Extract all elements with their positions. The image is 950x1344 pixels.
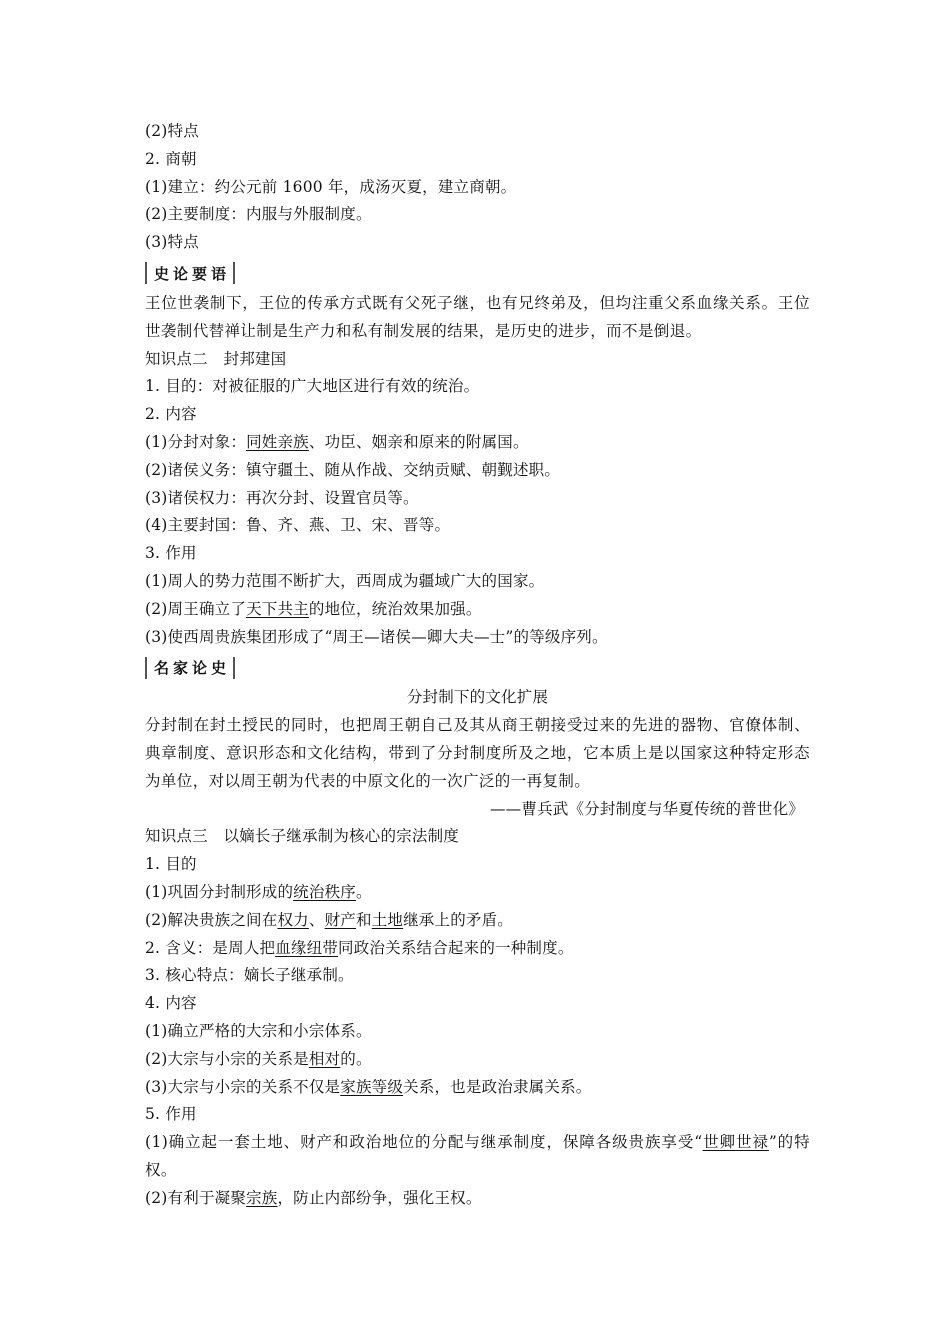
text-line: (3)诸侯权力：再次分封、设置官员等。 (145, 488, 419, 507)
text-line (145, 935, 810, 963)
text-run: 的。 (340, 1049, 372, 1068)
text-line: (3)特点 (145, 233, 199, 252)
badge-bar-right (233, 262, 235, 284)
text-line (145, 429, 810, 457)
badge-mingjia-label: 名家论史 (154, 659, 231, 678)
text-line: 3. 核心特点：嫡长子继承制。 (145, 966, 354, 985)
text-line (145, 596, 810, 624)
text-line: (2)主要制度：内服与外服制度。 (145, 205, 372, 224)
badge-mingjia (145, 656, 235, 679)
section-heading: 3. 作用 (145, 544, 197, 563)
underlined-term: 家族等级 (340, 1077, 404, 1096)
text-line (145, 1046, 810, 1074)
text-line: (3)使西周贵族集团形成了“周王—诸侯—卿大夫—士”的等级序列。 (145, 627, 608, 646)
underlined-term: 血缘纽带 (275, 938, 339, 957)
text-line: 1. 目的：对被征服的广大地区进行有效的统治。 (145, 377, 480, 396)
section-heading: 2. 商朝 (145, 149, 197, 168)
badge-shilun (145, 262, 235, 285)
knowledge-point-heading: 知识点三 以嫡长子继承制为核心的宗法制度 (145, 827, 460, 846)
underlined-term: 同姓亲族 (246, 432, 309, 451)
underlined-term: 宗族 (246, 1188, 278, 1207)
section-heading: 1. 目的 (145, 855, 197, 874)
badge-bar-right (233, 657, 235, 679)
text-run: (2)有利于凝聚 (145, 1188, 247, 1207)
text-run: (1)巩固分封制形成的 (145, 882, 294, 901)
text-line (145, 1129, 810, 1185)
badge-mingjia-row (145, 651, 810, 684)
text-line: (2)特点 (145, 122, 199, 140)
text-run: 关系，也是政治隶属关系。 (403, 1077, 592, 1096)
text-line: (1)周人的势力范围不断扩大，西周成为疆域广大的国家。 (145, 571, 545, 590)
shilun-paragraph: 王位世袭制下，王位的传承方式既有父死子继，也有兄终弟及，但均注重父系血缘关系。王位世袭制代替禅让制是生产力和私有制发展的结果，是历史的进步，而不是倒退。 (145, 293, 810, 340)
badge-bar-left (145, 657, 147, 679)
quote-title: 分封制下的文化扩展 (406, 688, 549, 707)
underlined-term: 权力 (277, 910, 309, 929)
text-line (145, 879, 810, 907)
text-line (145, 1185, 810, 1213)
underlined-term: 天下共主 (246, 599, 309, 618)
text-run: 继承上的矛盾。 (403, 910, 513, 929)
badge-shilun-row (145, 257, 810, 290)
document-page (145, 118, 810, 1212)
section-heading: 5. 作用 (145, 1105, 197, 1124)
text-run: ，防止内部纷争，强化王权。 (277, 1188, 482, 1207)
underlined-term: 土地 (371, 910, 404, 929)
text-run: (2)解决贵族之间在 (145, 910, 278, 929)
section-heading: 2. 内容 (145, 405, 197, 424)
text-run: 、功臣、姻亲和原来的附属国。 (308, 432, 529, 451)
underlined-term: 相对 (308, 1049, 341, 1068)
text-run: 和 (355, 910, 372, 929)
text-line (145, 907, 810, 935)
underlined-term: 世卿世禄 (702, 1133, 769, 1152)
text-run: (3)大宗与小宗的关系不仅是 (145, 1077, 341, 1096)
text-run: 。 (355, 882, 372, 901)
quote-paragraph: 分封制在封土授民的同时，也把周王朝自己及其从商王朝接受过来的先进的器物、官僚体制、典章制度、意识形态和文化结构，带到了分封制度所及之地，它本质上是以国家这种特定形态为单位，对以周王朝为代表的中原文化的一次广泛的一再复制。 (145, 716, 810, 790)
text-run: (1)分封对象： (145, 432, 247, 451)
text-run: 、 (308, 910, 325, 929)
text-line: (4)主要封国：鲁、齐、燕、卫、宋、晋等。 (145, 516, 451, 535)
text-run: (2)大宗与小宗的关系是 (145, 1049, 309, 1068)
text-run: (2)周王确立了 (145, 599, 247, 618)
text-line: (1)确立严格的大宗和小宗体系。 (145, 1021, 372, 1040)
underlined-term: 统治秩序 (293, 882, 356, 901)
text-run: (1)确立起一套土地、财产和政治地位的分配与继承制度，保障各级贵族享受“ (145, 1133, 703, 1152)
text-line: (2)诸侯义务：镇守疆土、随从作战、交纳贡赋、朝觐述职。 (145, 460, 561, 479)
text-line: (1)建立：约公元前 1600 年，成汤灭夏，建立商朝。 (145, 177, 517, 196)
quote-source: ——曹兵武《分封制度与华夏传统的普世化》 (489, 799, 804, 818)
knowledge-point-heading: 知识点二 封邦建国 (145, 349, 287, 368)
text-line (145, 1074, 810, 1102)
text-run: ”的特权。 (145, 1133, 811, 1179)
badge-bar-left (145, 262, 147, 284)
text-run: 2. 含义：是周人把 (145, 938, 276, 957)
text-run: 同政治关系结合起来的一种制度。 (338, 938, 574, 957)
text-run: 的地位，统治效果加强。 (308, 599, 482, 618)
section-heading: 4. 内容 (145, 994, 197, 1013)
badge-shilun-label: 史论要语 (154, 264, 231, 283)
underlined-term: 财产 (324, 910, 356, 929)
